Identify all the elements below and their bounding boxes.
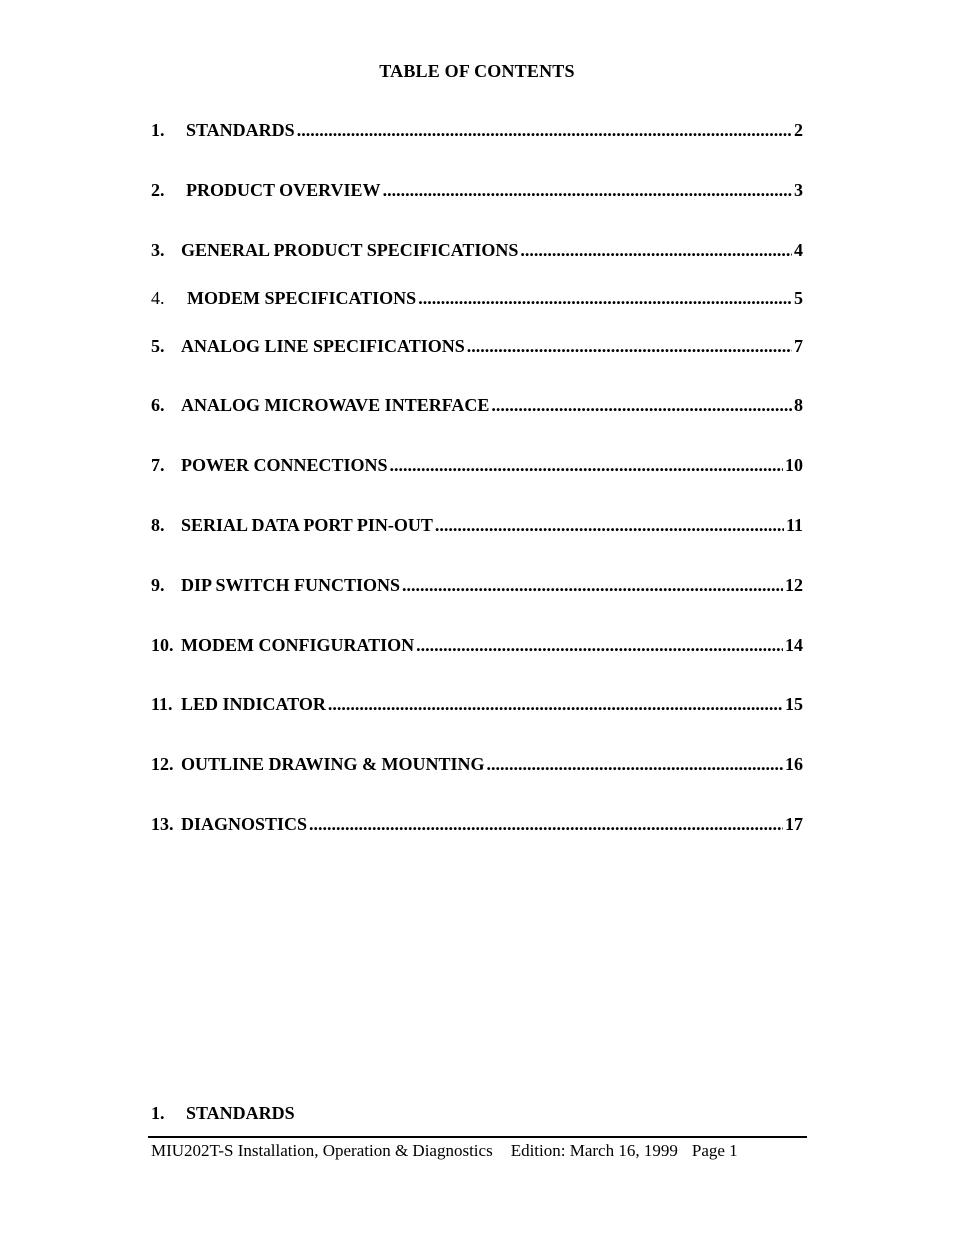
toc-entry[interactable] <box>151 180 803 204</box>
toc-dot-leader <box>328 694 783 715</box>
toc-entry-label: OUTLINE DRAWING & MOUNTING <box>181 754 485 774</box>
toc-entry-label: LED INDICATOR <box>181 694 326 714</box>
toc-entry[interactable] <box>151 240 803 264</box>
toc-entry-page: 2 <box>794 120 803 140</box>
toc-entry-page: 16 <box>785 754 803 774</box>
toc-entry[interactable] <box>151 336 803 360</box>
toc-entry-number: 3. <box>151 240 165 260</box>
toc-entry-label: GENERAL PRODUCT SPECIFICATIONS <box>181 240 519 260</box>
toc-entry-number: 1. <box>151 120 165 140</box>
toc-dot-leader <box>520 240 792 261</box>
toc-dot-leader <box>435 515 784 536</box>
toc-entry-label: DIP SWITCH FUNCTIONS <box>181 575 401 595</box>
toc-entry-page: 11 <box>785 515 803 535</box>
toc-dot-leader <box>390 455 783 476</box>
toc-entry-number: 9. <box>151 575 165 595</box>
toc-entry-number: 7. <box>151 455 165 475</box>
toc-entry-label: ANALOG MICROWAVE INTERFACE <box>181 395 490 415</box>
toc-dot-leader <box>309 814 783 835</box>
toc-entry[interactable] <box>151 120 803 144</box>
section-heading <box>151 1103 295 1124</box>
toc-title: TABLE OF CONTENTS <box>379 61 575 81</box>
footer-document-title: MIU202T-S Installation, Operation & Diagnostics <box>151 1141 493 1160</box>
toc-dot-leader <box>418 288 792 309</box>
toc-entry[interactable] <box>151 694 803 718</box>
toc-dot-leader <box>297 120 792 141</box>
toc-entry-label: MODEM CONFIGURATION <box>181 635 415 655</box>
toc-entry-number: 5. <box>151 336 165 356</box>
toc-dot-leader <box>402 575 783 596</box>
toc-entry-page: 10 <box>785 455 803 475</box>
footer-edition: Edition: March 16, 1999 <box>510 1141 678 1160</box>
toc-entry[interactable] <box>151 288 803 312</box>
toc-entry-page: 3 <box>794 180 803 200</box>
toc-entry-page: 12 <box>785 575 803 595</box>
toc-entry-number: 12. <box>151 754 174 774</box>
toc-entry-number: 13. <box>151 814 174 834</box>
toc-entry-label: PRODUCT OVERVIEW <box>186 180 381 200</box>
toc-entry-label: DIAGNOSTICS <box>181 814 308 834</box>
toc-entry-page: 5 <box>794 288 803 308</box>
toc-entry-label: POWER CONNECTIONS <box>181 455 388 475</box>
toc-entry-number: 10. <box>151 635 174 655</box>
toc-entry-page: 17 <box>785 814 803 834</box>
toc-entry-page: 4 <box>794 240 803 260</box>
toc-entry-label: SERIAL DATA PORT PIN-OUT <box>181 515 433 535</box>
page-footer <box>151 1141 807 1161</box>
toc-entry-page: 15 <box>785 694 803 714</box>
footer-divider <box>148 1136 807 1138</box>
section-heading-number: 1. <box>151 1103 165 1123</box>
toc-dot-leader <box>383 180 792 201</box>
toc-entry-label: ANALOG LINE SPECIFICATIONS <box>181 336 465 356</box>
toc-dot-leader <box>416 635 783 656</box>
toc-entry-label: STANDARDS <box>186 120 295 140</box>
toc-dot-leader <box>487 754 783 775</box>
section-heading-label: STANDARDS <box>186 1103 295 1123</box>
toc-entry-number: 2. <box>151 180 165 200</box>
toc-entry-number: 8. <box>151 515 165 535</box>
toc-entry[interactable] <box>151 395 803 419</box>
toc-entry[interactable] <box>151 635 803 659</box>
toc-entry-page: 14 <box>785 635 803 655</box>
toc-entry[interactable] <box>151 754 803 778</box>
toc-entry[interactable] <box>151 515 803 539</box>
toc-dot-leader <box>491 395 792 416</box>
toc-entry[interactable] <box>151 814 803 838</box>
toc-entry[interactable] <box>151 455 803 479</box>
toc-entry-number: 4. <box>151 288 165 308</box>
toc-entry[interactable] <box>151 575 803 599</box>
toc-entry-number: 6. <box>151 395 165 415</box>
toc-entry-page: 7 <box>794 336 803 356</box>
toc-dot-leader <box>467 336 792 357</box>
toc-entry-label: MODEM SPECIFICATIONS <box>187 288 417 308</box>
toc-entry-page: 8 <box>794 395 803 415</box>
footer-page-number: Page 1 <box>691 1141 738 1160</box>
toc-entry-number: 11. <box>151 694 173 714</box>
